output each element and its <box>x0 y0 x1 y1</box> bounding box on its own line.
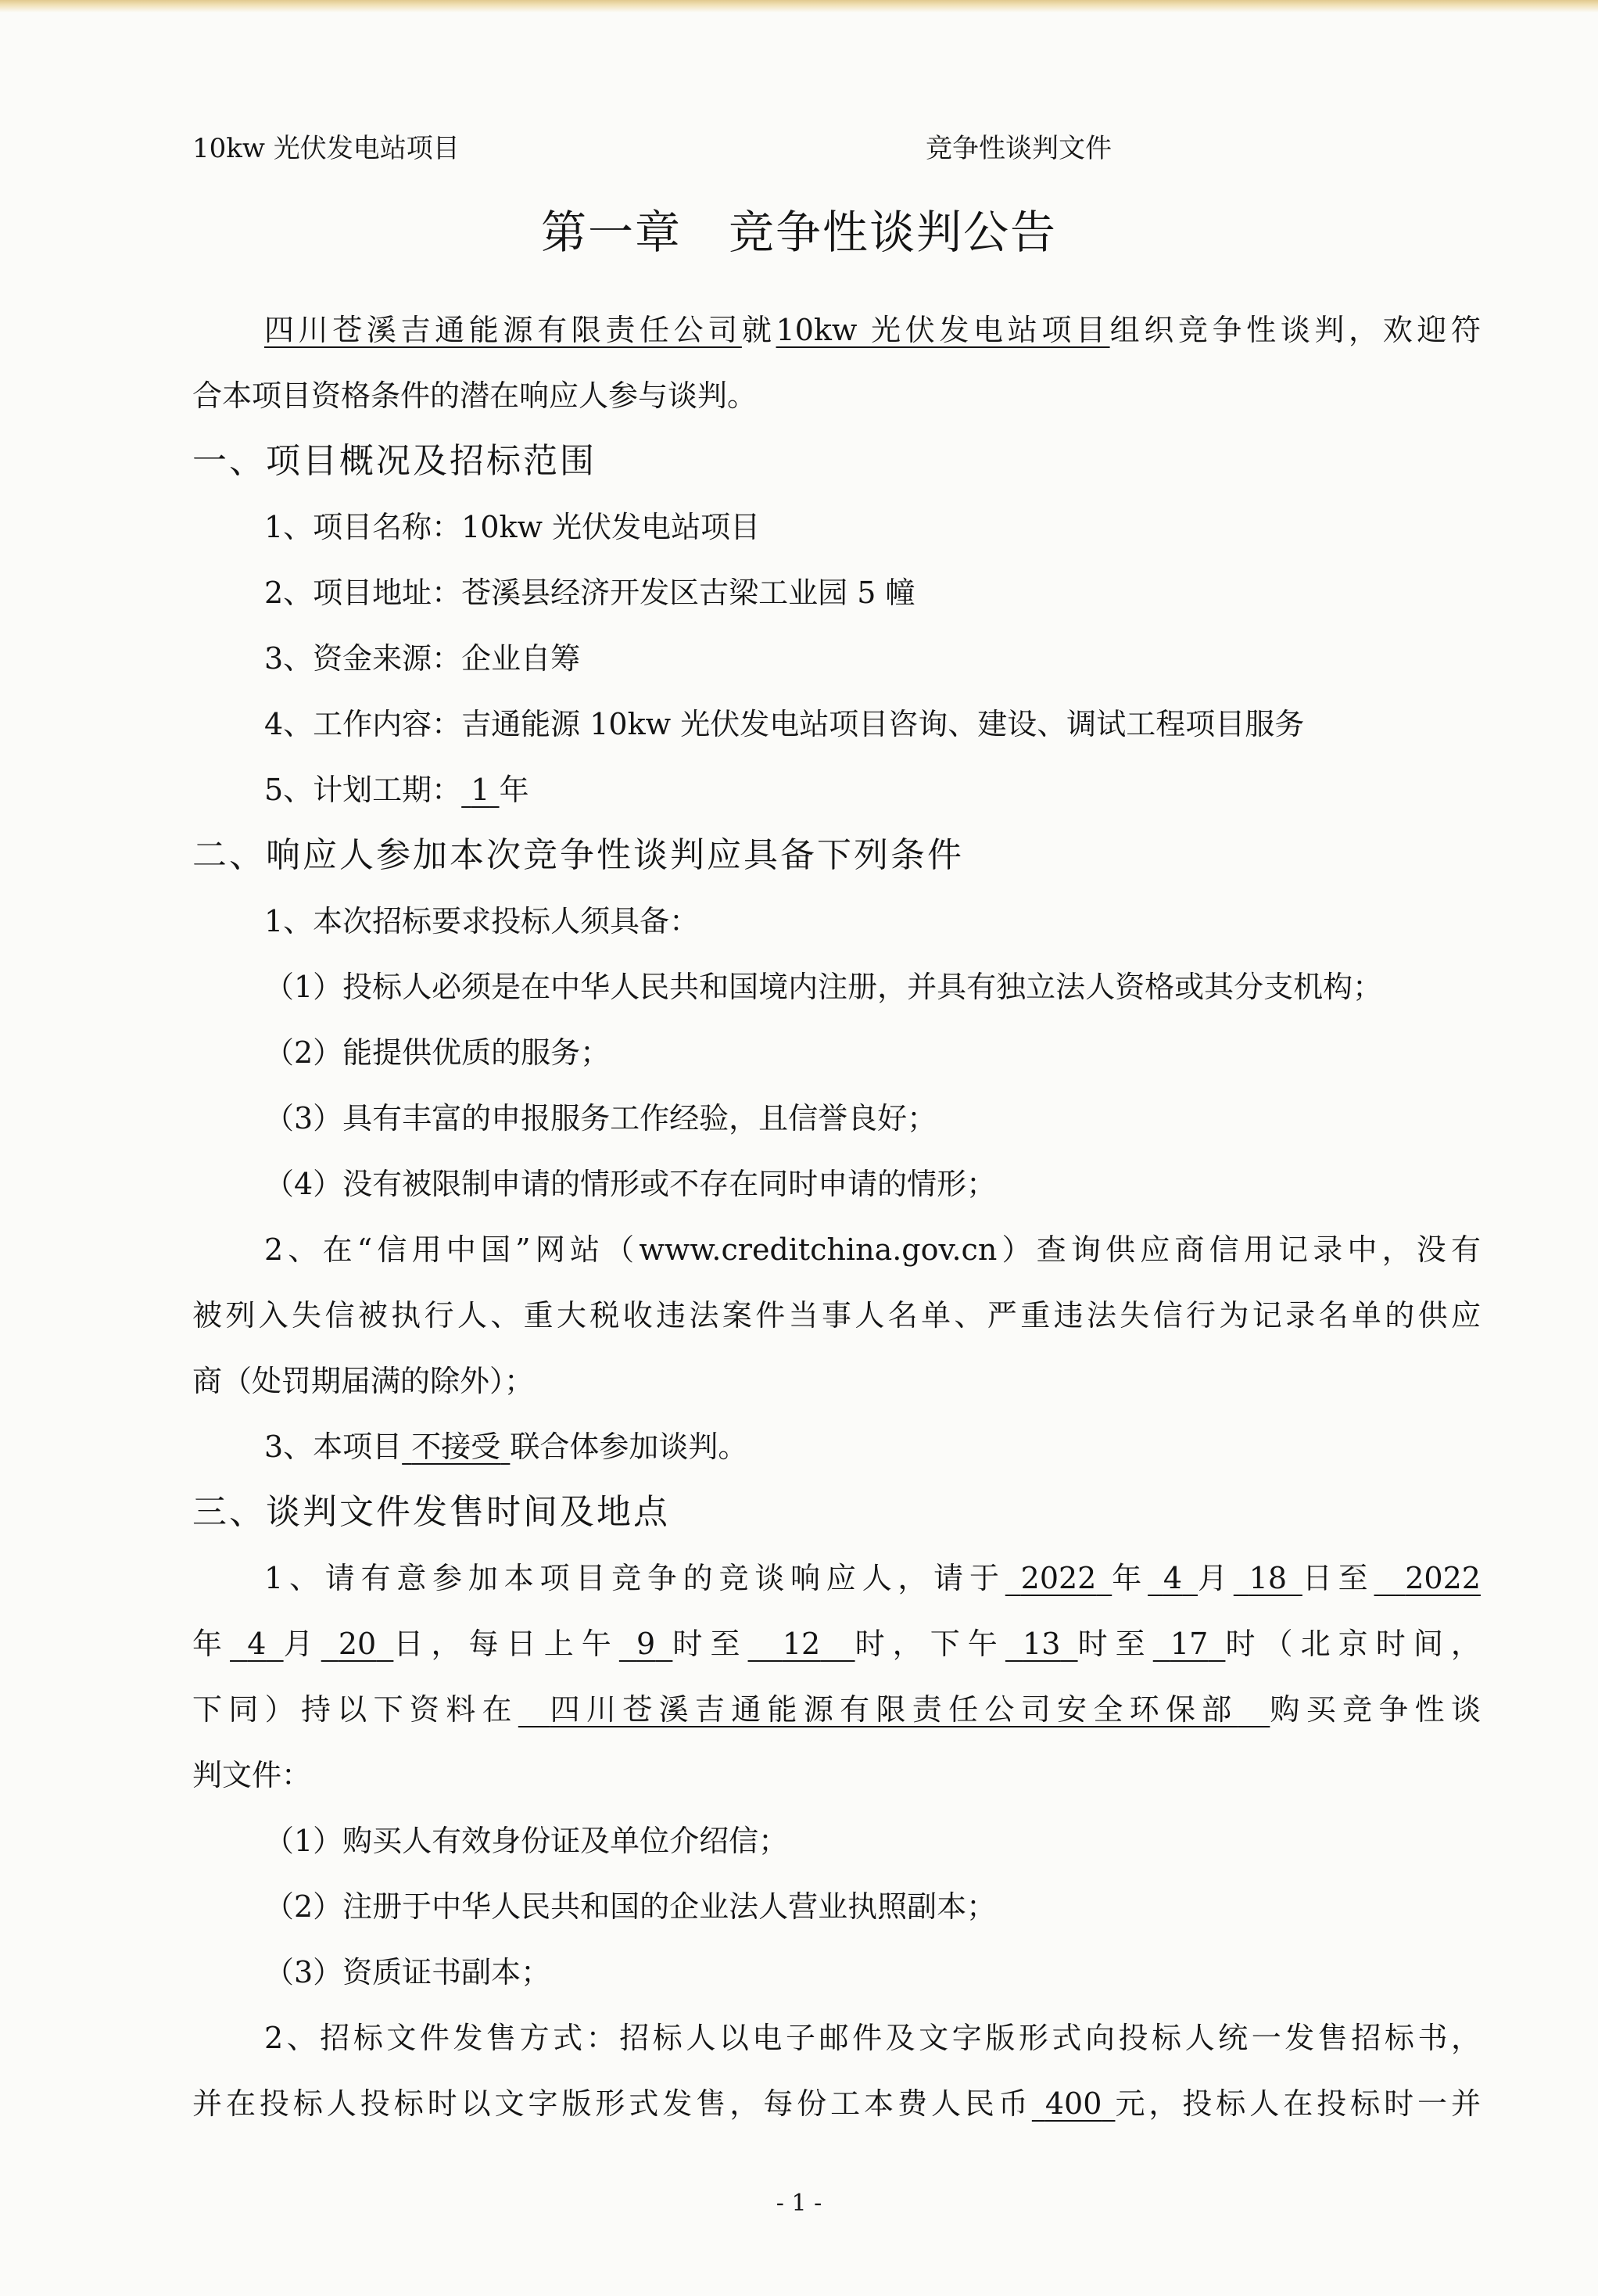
intro-organization: 四川苍溪吉通能源有限责任公司 <box>264 313 742 347</box>
sec3-material-1: （1）购买人有效身份证及单位介绍信； <box>264 1824 789 1858</box>
sec1-item-3: 3、资金来源：企业自筹 <box>264 641 581 676</box>
section-2-title: 二、响应人参加本次竞争性谈判应具备下列条件 <box>192 835 964 875</box>
document-fee: 400 <box>1044 2086 1102 2121</box>
sec1-item-2: 2、项目地址：苍溪县经济开发区古梁工业园 5 幢 <box>264 576 915 610</box>
page-number: - 1 - <box>776 2190 822 2217</box>
sale-start-month: 4 <box>1163 1561 1183 1595</box>
header-project-name: 10kw 光伏发电站项目 <box>192 133 460 164</box>
chapter-title: 第一章 竞争性谈判公告 <box>540 206 1057 259</box>
sale-location: 四川苍溪吉通能源有限责任公司安全环保部 <box>550 1692 1238 1727</box>
sec3-p1-line-2: 年 4 月 20 日，每日上午 9 时至 12 时，下午 13 时至 17 时（北京时间， <box>192 1627 1481 1661</box>
sec3-material-3: （3）资质证书副本； <box>264 1955 551 1989</box>
intro-line-2: 合本项目资格条件的潜在响应人参与谈判。 <box>192 378 758 413</box>
sec2-condition-3: 3、本项目 不接受 联合体参加谈判。 <box>264 1430 748 1464</box>
afternoon-start-hour: 13 <box>1023 1627 1061 1661</box>
sale-start-day: 18 <box>1249 1561 1287 1595</box>
sec2-condition-2-line-2: 被列入失信被执行人、重大税收违法案件当事人名单、严重违法失信行为记录名单的供应 <box>192 1298 1481 1333</box>
sec3-p1-line-3: 下同）持以下资料在 四川苍溪吉通能源有限责任公司安全环保部 购买竞争性谈 <box>192 1692 1481 1727</box>
sale-start-year: 2022 <box>1020 1561 1097 1595</box>
sec3-p2-line-2: 并在投标人投标时以文字版形式发售，每份工本费人民币 400 元，投标人在投标时一并 <box>192 2086 1481 2121</box>
consortium-value: 不接受 <box>411 1430 501 1464</box>
sec2-condition-1-item-3: （3）具有丰富的申报服务工作经验，且信誉良好； <box>264 1101 937 1135</box>
afternoon-end-hour: 17 <box>1170 1627 1209 1661</box>
header-document-type: 竞争性谈判文件 <box>926 133 1112 164</box>
sec2-condition-1-item-2: （2）能提供优质的服务； <box>264 1035 611 1070</box>
sale-end-month: 4 <box>247 1627 267 1661</box>
sec3-p2-line-1: 2、招标文件发售方式：招标人以电子邮件及文字版形式向投标人统一发售招标书， <box>264 2021 1481 2055</box>
intro-project-name: 10kw 光伏发电站项目 <box>776 313 1110 347</box>
sec1-item-1: 1、项目名称：10kw 光伏发电站项目 <box>264 510 761 544</box>
sale-end-year: 2022 <box>1405 1561 1481 1595</box>
sec2-condition-1-item-4: （4）没有被限制申请的情形或不存在同时申请的情形； <box>264 1167 997 1201</box>
sec2-condition-2-line-1: 2、在“信用中国”网站（www.creditchina.gov.cn）查询供应商信用记录中，没有 <box>264 1232 1481 1267</box>
document-body <box>192 297 1481 2136</box>
sec3-p1-line-4: 判文件： <box>192 1758 312 1792</box>
sale-end-day: 20 <box>338 1627 377 1661</box>
planned-duration-value: 1 <box>471 773 490 807</box>
sec2-condition-1-item-1: （1）投标人必须是在中华人民共和国境内注册，并具有独立法人资格或其分支机构； <box>264 970 1383 1004</box>
morning-start-hour: 9 <box>636 1627 656 1661</box>
morning-end-hour: 12 <box>782 1627 821 1661</box>
sec1-item-5: 5、计划工期： 1 年 <box>264 773 529 807</box>
section-3-title: 三、谈判文件发售时间及地点 <box>192 1492 670 1532</box>
sec3-p1-line-1: 1、请有意参加本项目竞争的竞谈响应人，请于 2022 年 4 月 18 日至 2022 <box>264 1561 1481 1595</box>
section-1-title: 一、项目概况及招标范围 <box>192 441 597 481</box>
sec2-condition-2-line-3: 商（处罚期届满的除外）； <box>192 1364 535 1398</box>
sec1-item-4: 4、工作内容：吉通能源 10kw 光伏发电站项目咨询、建设、调试工程项目服务 <box>264 707 1305 741</box>
intro-line-1: 四川苍溪吉通能源有限责任公司就10kw 光伏发电站项目组织竞争性谈判，欢迎符 <box>264 313 1481 347</box>
sec3-material-2: （2）注册于中华人民共和国的企业法人营业执照副本； <box>264 1889 997 1924</box>
sec2-condition-1: 1、本次招标要求投标人须具备： <box>264 904 700 938</box>
page-top-edge <box>0 0 1598 13</box>
